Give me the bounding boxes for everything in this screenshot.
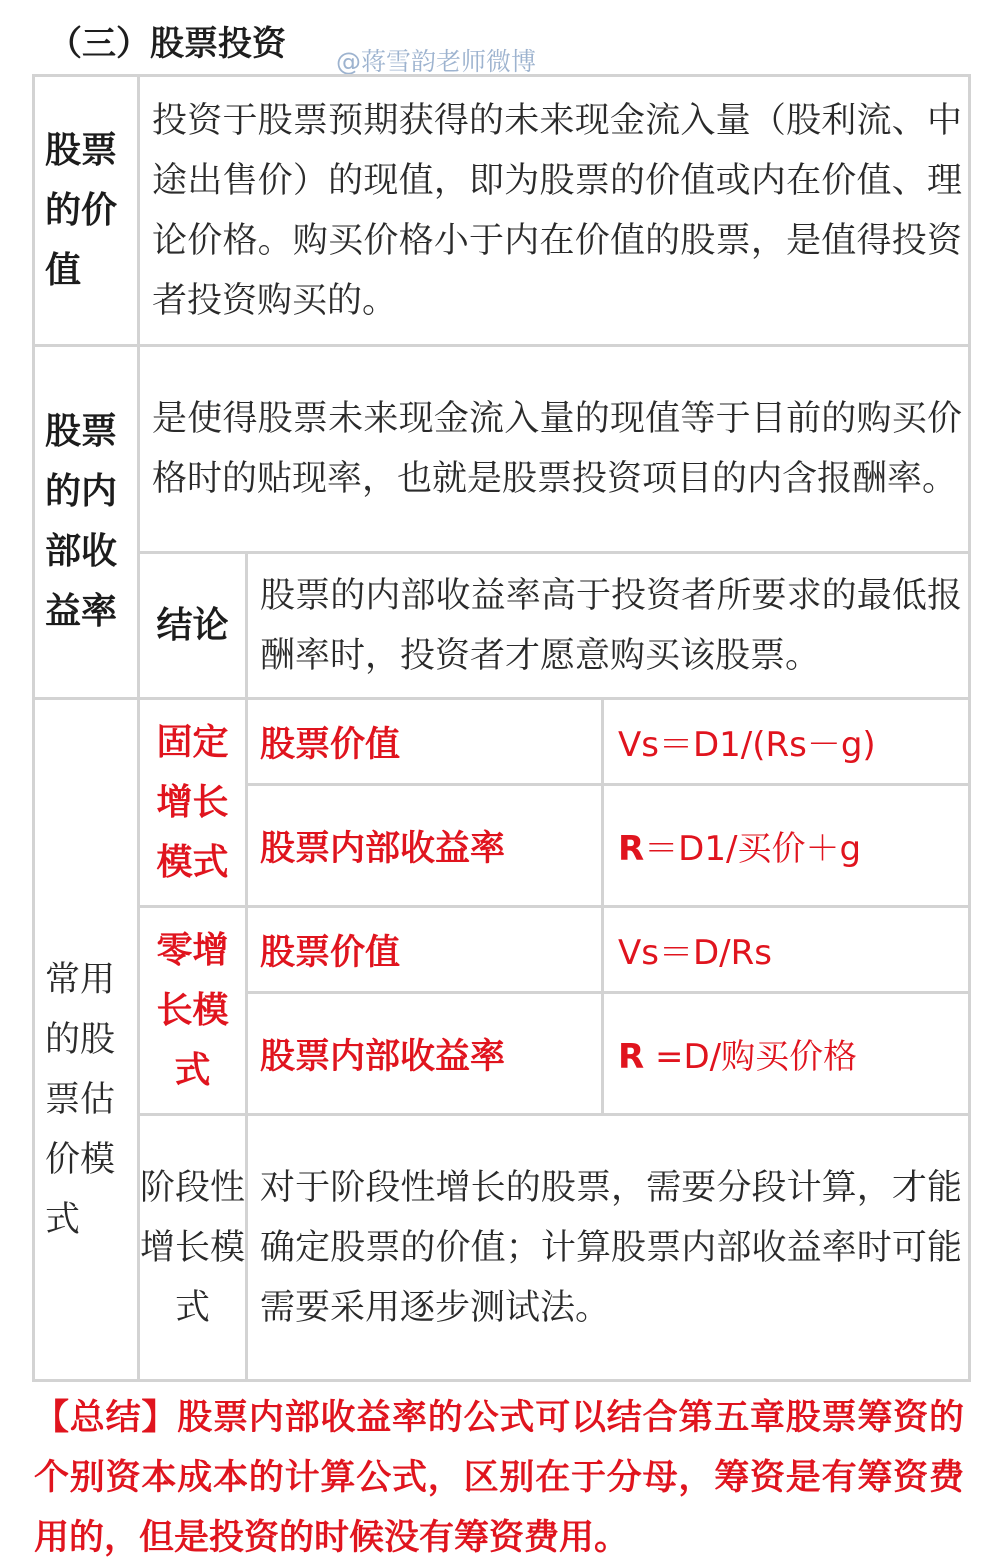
stock-value-text: 投资于股票预期获得的未来现金流入量（股利流、中途出售价）的现值，即为股票的价值或内在价值、理论价格。购买价格小于内在价值的股票，是值得投资者投资购买的。 [139, 76, 970, 346]
fixed-growth-value-formula: Vs＝D1/(Rs－g) [603, 699, 970, 785]
valuation-models-label: 常用的股票估价模式 [34, 699, 139, 1381]
conclusion-text: 股票的内部收益率高于投资者所要求的最低报酬率时，投资者才愿意购买该股票。 [247, 553, 970, 699]
phased-growth-label: 阶段性增长模式 [139, 1115, 247, 1381]
fixed-growth-irr-formula [603, 785, 970, 907]
irr-definition-row [34, 346, 970, 553]
conclusion-label: 结论 [139, 553, 247, 699]
zero-growth-label: 零增长模式 [139, 907, 247, 1115]
fixed-growth-irr-label: 股票内部收益率 [247, 785, 603, 907]
phased-growth-row [34, 1115, 970, 1381]
stock-value-label: 股票的价值 [34, 76, 139, 346]
irr-definition-text: 是使得股票未来现金流入量的现值等于目前的购买价格时的贴现率，也就是股票投资项目的内含报酬率。 [139, 346, 970, 553]
irr-conclusion-row [34, 553, 970, 699]
zero-growth-value-label: 股票价值 [247, 907, 603, 993]
zero-growth-irr-formula [603, 993, 970, 1115]
stock-value-row [34, 76, 970, 346]
formula-rest: =D/购买价格 [644, 1037, 858, 1077]
irr-label: 股票的内部收益率 [34, 346, 139, 699]
watermark: @蒋雪韵老师微博 [336, 47, 537, 76]
section-heading: （三）股票投资 [48, 24, 286, 64]
summary-note: 【总结】股票内部收益率的公式可以结合第五章股票筹资的个别资本成本的计算公式，区别在于分母，筹资是有筹资费用的，但是投资的时候没有筹资费用。 [34, 1398, 964, 1558]
formula-rest: ＝D1/买价＋g [644, 829, 862, 869]
fixed-growth-value-row [34, 699, 970, 785]
fixed-growth-label: 固定增长模式 [139, 699, 247, 907]
formula-r-symbol: R [618, 829, 645, 869]
phased-growth-text: 对于阶段性增长的股票，需要分段计算，才能确定股票的价值；计算股票内部收益率时可能需要采用逐步测试法。 [247, 1115, 970, 1381]
zero-growth-value-row [34, 907, 970, 993]
fixed-growth-value-label: 股票价值 [247, 699, 603, 785]
zero-growth-irr-label: 股票内部收益率 [247, 993, 603, 1115]
formula-r-symbol: R [618, 1037, 645, 1077]
stock-investment-table [32, 74, 971, 1382]
zero-growth-value-formula: Vs＝D/Rs [603, 907, 970, 993]
